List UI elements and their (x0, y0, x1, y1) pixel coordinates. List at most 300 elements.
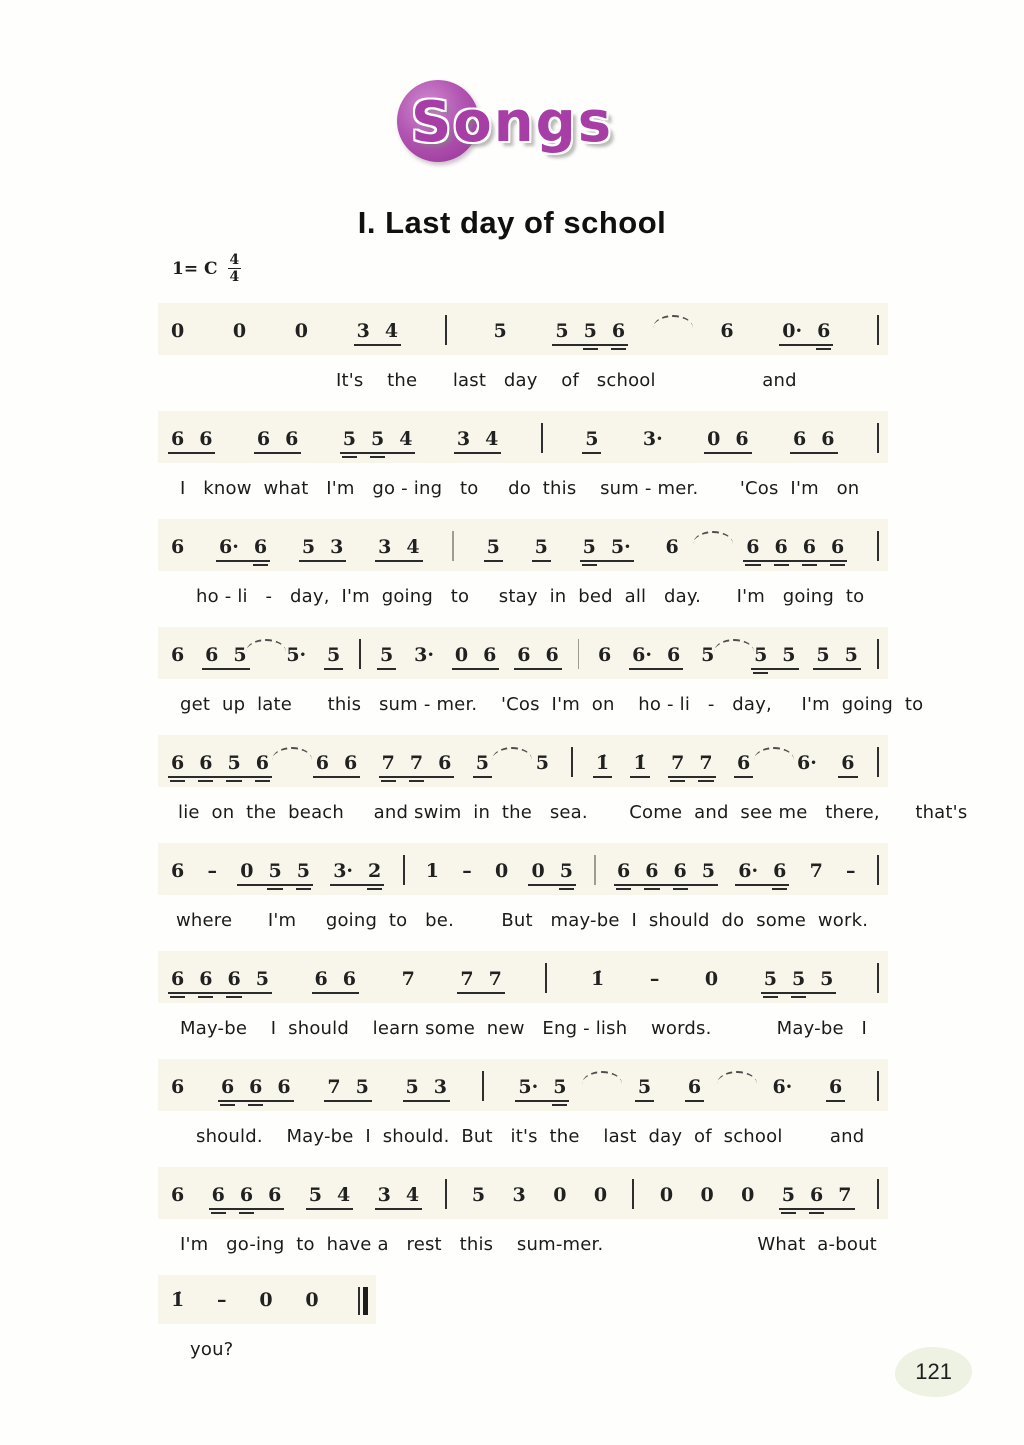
note-group (532, 536, 551, 562)
barline (482, 1071, 484, 1101)
note: 3 (512, 1184, 526, 1206)
note: 5 (782, 644, 796, 666)
lyrics-line: I know what I'm go - ing to do this sum - mer. 'Cos I'm on (180, 478, 860, 499)
notation-line (158, 627, 888, 679)
note: 0 (741, 1184, 755, 1206)
barline (877, 963, 879, 993)
note: 5 (233, 644, 247, 666)
note: 6 (239, 1184, 254, 1206)
time-numerator: 4 (229, 252, 240, 268)
lyrics-line: should. May-be I should. But it's the last day of school and (196, 1126, 865, 1147)
note: 6 (793, 428, 807, 450)
note: 5· (518, 1076, 539, 1098)
note: 4 (405, 1184, 420, 1206)
note: 6 (171, 428, 185, 450)
note: 6 (249, 1076, 263, 1098)
score-system (158, 951, 888, 1039)
note-group (312, 968, 359, 994)
notation-line (158, 735, 888, 787)
note-group (751, 644, 798, 670)
barline (594, 855, 596, 885)
note: 6· (797, 752, 817, 774)
note-group (168, 968, 272, 994)
note: 6 (830, 536, 845, 558)
time-signature (228, 253, 242, 284)
note-group (469, 1184, 488, 1210)
note-group (168, 1076, 187, 1102)
note-group (743, 536, 847, 562)
note-group (202, 644, 249, 670)
note: 0 (659, 1184, 674, 1206)
note: 6 (199, 428, 213, 450)
note: 5 (301, 536, 316, 558)
note: 6 (666, 644, 681, 666)
key-signature (172, 253, 241, 284)
note: 3· (333, 860, 354, 882)
note-group (510, 1184, 529, 1210)
note: 5 (493, 320, 507, 342)
note: 5 (227, 752, 241, 774)
note: 5· (610, 536, 631, 558)
note-group (457, 968, 504, 994)
note-group (237, 860, 313, 886)
note-group (283, 644, 309, 670)
score-system (158, 843, 888, 931)
note: 3 (377, 1184, 391, 1206)
barline (877, 1071, 879, 1101)
note: 6 (517, 644, 531, 666)
note-group (668, 752, 715, 778)
note: 4 (485, 428, 499, 450)
note: 5 (763, 968, 777, 990)
note: 7 (838, 1184, 852, 1206)
tie-arc (693, 531, 733, 544)
note-group (717, 320, 736, 346)
note: 6 (774, 536, 788, 558)
note: 6 (253, 536, 268, 558)
barline (877, 855, 879, 885)
note-group (813, 644, 860, 670)
note: 6 (720, 320, 734, 342)
note: 0 (593, 1184, 608, 1206)
note-group (580, 536, 634, 562)
note: – (217, 1289, 227, 1311)
note: 7 (327, 1076, 341, 1098)
note: 5 (583, 320, 597, 342)
note: 3 (456, 428, 471, 450)
note-group (292, 320, 311, 346)
note-group (168, 1184, 187, 1210)
score-system (158, 1275, 888, 1360)
note: 6 (277, 1076, 291, 1098)
note-group (704, 428, 751, 454)
note-group (256, 1289, 275, 1315)
note: 6 (645, 860, 659, 882)
note: 5 (268, 860, 282, 882)
note: 4 (336, 1184, 351, 1206)
note: 5· (286, 644, 307, 666)
note: – (649, 968, 660, 990)
note: 6 (773, 860, 787, 882)
note: – (207, 860, 217, 882)
note: 6 (268, 1184, 282, 1206)
note-group (734, 752, 753, 778)
note-group (423, 860, 442, 886)
note: 6 (171, 860, 185, 882)
note-group (379, 752, 455, 778)
note: 6 (171, 752, 185, 774)
note: 5 (582, 536, 596, 558)
note-group (168, 644, 187, 670)
note-group (761, 968, 837, 994)
note: 6 (735, 428, 749, 450)
barline (445, 315, 447, 345)
note: 6 (483, 644, 497, 666)
songs-logo-wrap (411, 88, 613, 158)
note: 5 (327, 644, 341, 666)
note-group (168, 752, 272, 778)
note: 6 (255, 752, 269, 774)
note-group (254, 428, 301, 454)
note: 0 (495, 860, 509, 882)
note: 6 (343, 752, 358, 774)
tie-arc (246, 639, 286, 652)
note: 5 (371, 428, 385, 450)
note: 3 (356, 320, 370, 342)
note-group (168, 1289, 187, 1315)
note: 0 (553, 1184, 567, 1206)
note: 6 (314, 968, 328, 990)
lyrics-line: get up late this sum - mer. 'Cos I'm on ho - li - day, I'm going to (180, 694, 924, 715)
note: 7 (381, 752, 395, 774)
note: 6 (665, 536, 679, 558)
note-group (630, 752, 649, 778)
notation-line (158, 1059, 888, 1111)
note: 3 (433, 1076, 447, 1098)
note: – (846, 860, 856, 882)
note: 5 (816, 644, 830, 666)
barline (403, 855, 405, 885)
barline (359, 639, 361, 669)
note-group (582, 428, 601, 454)
barline (541, 423, 543, 453)
note: 5 (296, 860, 310, 882)
barline (877, 423, 879, 453)
note-group (635, 1076, 654, 1102)
lyrics-line: where I'm going to be. But may-be I should do some work. (176, 910, 869, 931)
note: 2 (368, 860, 382, 882)
score-system (158, 411, 888, 499)
note: 7 (409, 752, 424, 774)
note: 5 (701, 644, 715, 666)
note-group (168, 320, 187, 346)
lyrics-line: May-be I should learn some new Eng - lish words. May-be I (180, 1018, 868, 1039)
note-group (216, 536, 270, 562)
note-group (735, 860, 789, 886)
note: 0· (782, 320, 803, 342)
note: 6 (199, 968, 213, 990)
note: 6 (438, 752, 452, 774)
note: 5 (308, 1184, 322, 1206)
note: 3 (378, 536, 392, 558)
note-group (790, 428, 837, 454)
note-group (354, 320, 401, 346)
note: 1 (425, 860, 439, 882)
note: 5 (471, 1184, 486, 1206)
lyrics-line: you? (190, 1339, 234, 1360)
note-group (533, 752, 552, 778)
time-denominator: 4 (229, 269, 240, 285)
tie-arc (717, 1071, 757, 1084)
tie-arc (272, 747, 312, 760)
barline (877, 747, 879, 777)
note: 6 (171, 1076, 185, 1098)
note-group (514, 644, 561, 670)
note: 0 (700, 1184, 714, 1206)
tie-arc (714, 639, 754, 652)
note: 6 (746, 536, 760, 558)
note: 6· (738, 860, 759, 882)
score-system (158, 735, 968, 823)
note-group (375, 1184, 422, 1210)
lyrics-line: It's the last day of school and (336, 370, 797, 391)
barline (445, 1179, 447, 1209)
note-group (454, 428, 501, 454)
note: 0 (454, 644, 469, 666)
note-group (459, 860, 475, 886)
note: 3· (414, 644, 434, 666)
note-group (794, 752, 820, 778)
note-group (591, 1184, 610, 1210)
barline (578, 639, 580, 669)
final-barline-thick (363, 1287, 368, 1315)
note: 1̇ (591, 968, 605, 990)
note: 6 (171, 1184, 185, 1206)
logo-text: Songs (410, 90, 614, 155)
note-group (826, 1076, 845, 1102)
note-group (214, 1289, 230, 1315)
note: 0 (707, 428, 721, 450)
note-group (738, 1184, 757, 1210)
note-group (552, 320, 628, 346)
note-group (324, 1076, 371, 1102)
note: 6 (617, 860, 631, 882)
lyrics-line: I'm go-ing to have a rest this sum-mer. What a-bout (180, 1234, 877, 1255)
tie-arc (492, 747, 532, 760)
note: 1̇ (171, 1289, 185, 1311)
note: 0 (305, 1289, 319, 1311)
score-system (158, 303, 888, 391)
note: 6 (598, 644, 612, 666)
note-group (313, 752, 360, 778)
lyrics-line: lie on the beach and swim in the sea. Come and see me there, that's (178, 802, 968, 823)
note-group (218, 1076, 294, 1102)
note-group (306, 1184, 353, 1210)
note: 0 (294, 320, 309, 342)
note-group (411, 644, 437, 670)
key-tonic: 1= C (172, 258, 218, 279)
note: 7 (488, 968, 502, 990)
note-group (843, 860, 859, 886)
note-group (452, 644, 499, 670)
lyrics-line: ho - li - day, I'm going to stay in bed all day. I'm going to (196, 586, 865, 607)
note: 0 (704, 968, 719, 990)
note-group (550, 1184, 569, 1210)
note: 6 (199, 752, 213, 774)
note-group (377, 644, 396, 670)
note: 0 (531, 860, 545, 882)
note: 6· (632, 644, 652, 666)
note: 7 (699, 752, 713, 774)
note-group (593, 752, 612, 778)
note-group (204, 860, 220, 886)
notation-line (158, 1167, 888, 1219)
note-group (528, 860, 575, 886)
notation-line (158, 411, 888, 463)
note-group (629, 644, 683, 670)
note-group (168, 536, 187, 562)
note: 6 (227, 968, 241, 990)
tie-arc (582, 1071, 622, 1084)
note-group (588, 968, 607, 994)
songs-logo (0, 88, 1024, 158)
barline (877, 531, 879, 561)
note: 6 (736, 752, 751, 774)
tie-arc (653, 315, 693, 328)
note: 5 (535, 752, 550, 774)
note: 0 (259, 1289, 273, 1311)
note-group (769, 1076, 795, 1102)
score-system (158, 1167, 888, 1255)
note: 5 (754, 644, 768, 666)
note: 5 (781, 1184, 796, 1206)
barline (452, 531, 454, 561)
note: 6 (687, 1076, 702, 1098)
note-group (324, 644, 343, 670)
barline (632, 1179, 634, 1209)
note: 5 (534, 536, 548, 558)
note-group (168, 860, 187, 886)
notation-line (158, 1275, 376, 1324)
note-group (647, 968, 663, 994)
note: 6 (611, 320, 626, 342)
barline (571, 747, 573, 777)
note: 6 (211, 1184, 225, 1206)
note: 5 (585, 428, 599, 450)
note: 0 (240, 860, 254, 882)
note: 6 (829, 1076, 843, 1098)
note: 6 (285, 428, 299, 450)
tie-arc (754, 747, 794, 760)
note: 6 (817, 320, 831, 342)
note: 7 (401, 968, 415, 990)
score-system (158, 1059, 888, 1147)
note: 5 (820, 968, 834, 990)
note: 6 (171, 536, 185, 558)
note-group (657, 1184, 676, 1210)
barline (877, 639, 879, 669)
note-group (473, 752, 492, 778)
note-group (375, 536, 422, 562)
note-group (490, 320, 509, 346)
score-system (158, 519, 888, 607)
note: 5 (553, 1076, 567, 1098)
note-group (484, 536, 503, 562)
note-group (698, 1184, 717, 1210)
note-group (595, 644, 614, 670)
note: 6 (821, 428, 835, 450)
note: 5 (405, 1076, 419, 1098)
note-group (399, 968, 418, 994)
note-group (515, 1076, 569, 1102)
note: 5 (555, 320, 569, 342)
note: 0 (232, 320, 247, 342)
note: 6· (219, 536, 239, 558)
note: 3· (642, 428, 663, 450)
note-group (209, 1184, 285, 1210)
note-group (299, 536, 346, 562)
note: 6· (772, 1076, 793, 1098)
note-group (663, 536, 682, 562)
note: 6 (205, 644, 219, 666)
page-number: 121 (895, 1347, 972, 1397)
note: 5 (342, 428, 357, 450)
note: 6 (673, 860, 687, 882)
note: 0 (171, 320, 185, 342)
note: 6 (256, 428, 271, 450)
note-group (403, 1076, 450, 1102)
note-group (779, 320, 833, 346)
note-group (302, 1289, 321, 1315)
note: 6 (220, 1076, 235, 1098)
final-barline-thin (358, 1287, 360, 1315)
note: 3 (330, 536, 344, 558)
note-group (340, 428, 416, 454)
note: 5 (701, 860, 715, 882)
note: 5 (255, 968, 269, 990)
barline (877, 315, 879, 345)
note-group (614, 860, 718, 886)
notation-line (158, 303, 888, 355)
notation-line (158, 951, 888, 1003)
note-group (838, 752, 857, 778)
notation-line (158, 843, 888, 895)
note: 5 (637, 1076, 652, 1098)
note: 6 (841, 752, 855, 774)
note: 5 (559, 860, 573, 882)
final-barline (358, 1287, 368, 1315)
note-group (168, 428, 215, 454)
note: 7 (460, 968, 474, 990)
note-group (685, 1076, 704, 1102)
note-group (330, 860, 384, 886)
note-group (779, 1184, 855, 1210)
note: 5 (380, 644, 394, 666)
note-group (807, 860, 826, 886)
note: 5 (844, 644, 858, 666)
note: 5 (475, 752, 489, 774)
note: 6 (315, 752, 329, 774)
note: 1̇ (633, 752, 647, 774)
note: 6 (171, 644, 185, 666)
note: 6 (810, 1184, 824, 1206)
score-system (158, 627, 924, 715)
note-group (702, 968, 721, 994)
barline (545, 963, 547, 993)
note: 6 (802, 536, 816, 558)
note-group (230, 320, 249, 346)
barline (877, 1179, 879, 1209)
